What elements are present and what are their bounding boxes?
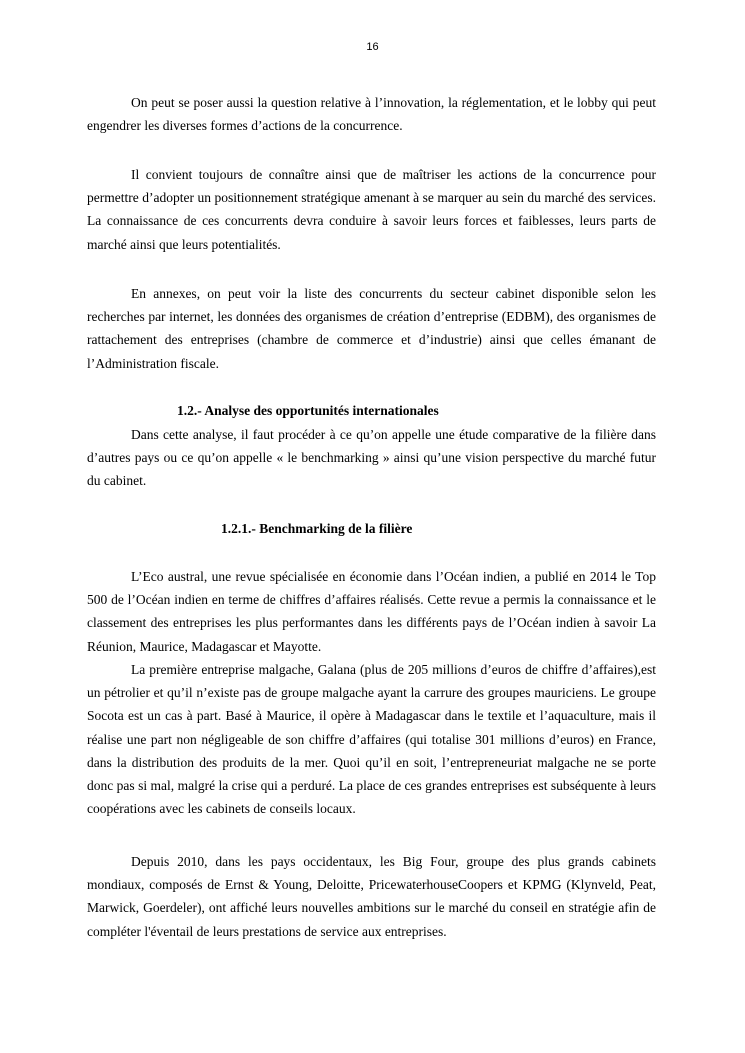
- paragraph-galana: La première entreprise malgache, Galana (plus de 205 millions d’euros de chiffre d’affaires),est un pétrolier et qu’il n’existe pas de groupe malgache ayant la carrure des groupes mauriciens. Le groupe Socota est un cas à part. Basé à Maurice, il opère à Madagascar dans le textile et l’aquaculture, mais il réalise une part non négligeable de son chiffre d’affaires (qui totalise 301 millions d’euros) en France, dans la distribution des produits de la mer. Quoi qu’il en soit, l’entrepreneuriat malgache ne se porte donc pas si mal, malgré la crise qui a perduré. La place de ces grandes entreprises est subséquente à leurs coopérations avec les cabinets de conseils locaux.: [87, 662, 656, 817]
- page-number: 16: [366, 41, 379, 53]
- paragraph-annexes: En annexes, on peut voir la liste des concurrents du secteur cabinet disponible selon les recherches par internet, les données des organismes de création d’entreprise (EDBM), des organismes de rattachement des entreprises (chambre de commerce et d’industrie) ainsi que celles émanant de l’Administration fiscale.: [87, 286, 656, 371]
- paragraph-big-four: Depuis 2010, dans les pays occidentaux, les Big Four, groupe des plus grands cabinets mondiaux, composés de Ernst & Young, Deloitte, PricewaterhouseCoopers et KPMG (Klynveld, Peat, Marwick, Goerdeler), ont affiché leurs nouvelles ambitions sur le marché du conseil en stratégie afin de compléter l'éventail de leurs prestations de service aux entreprises.: [87, 854, 656, 939]
- paragraph-concurrence: Il convient toujours de connaître ainsi que de maîtriser les actions de la concurrence pour permettre d’adopter un positionnement stratégique amenant à se marquer au sein du marché des services. La connaissance de ces concurrents devra conduire à savoir leurs forces et faiblesses, leurs parts de marché ainsi que leurs potentialités.: [87, 167, 656, 252]
- paragraph-innovation: On peut se poser aussi la question relative à l’innovation, la réglementation, et le lobby qui peut engendrer les diverses formes d’actions de la concurrence.: [87, 95, 656, 134]
- paragraph-benchmarking-intro: Dans cette analyse, il faut procéder à ce qu’on appelle une étude comparative de la filière dans d’autres pays ou ce qu’on appelle « le benchmarking » ainsi qu’une vision perspective du marché futur du cabinet.: [87, 427, 656, 489]
- heading-analyse-opportunites: 1.2.- Analyse des opportunités internationales: [177, 403, 439, 418]
- paragraph-eco-austral: L’Eco austral, une revue spécialisée en économie dans l’Océan indien, a publié en 2014 le Top 500 de l’Océan indien en terme de chiffres d’affaires réalisés. Cette revue a permis la connaissance et le classement des entreprises les plus performantes dans les différents pays de l’Océan indien à savoir La Réunion, Maurice, Madagascar et Mayotte.: [87, 569, 656, 654]
- heading-benchmarking-filiere: 1.2.1.- Benchmarking de la filière: [221, 521, 413, 536]
